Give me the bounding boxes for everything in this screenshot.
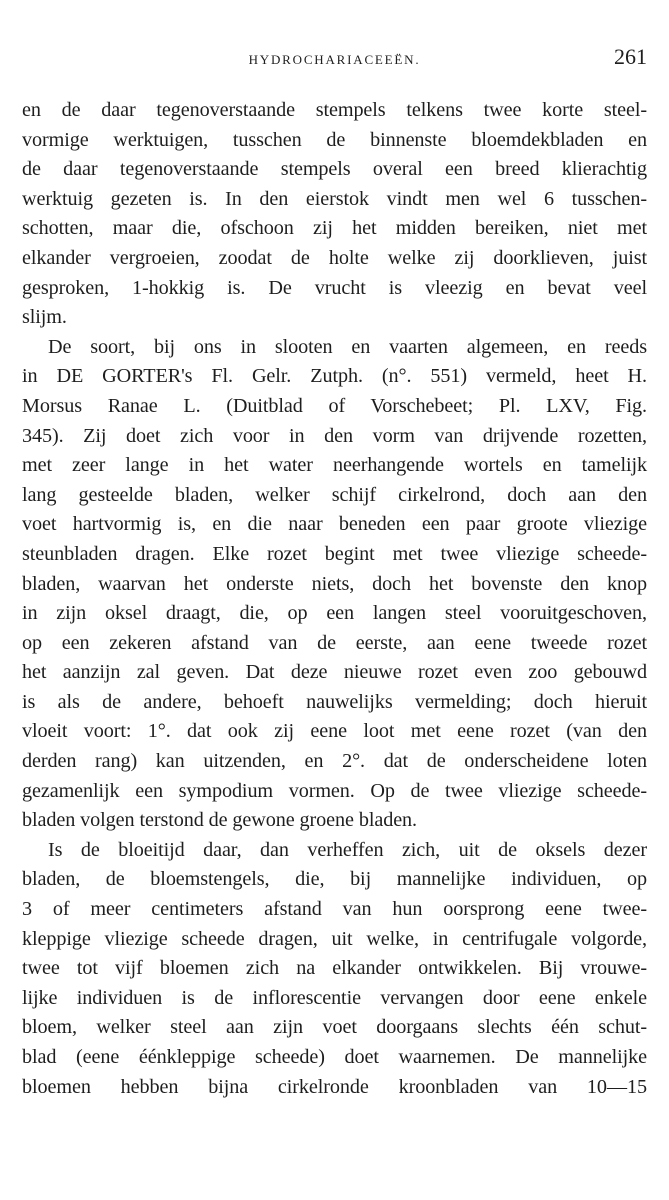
page-header [22,44,647,74]
text-line: elkander vergroeien, zoodat de holte welke zij doorklieven, juist [22,246,647,269]
text-line: bloem, welker steel aan zijn voet doorgaans slechts één schut- [22,1016,647,1039]
text-line: slijm. [22,306,67,329]
text-line: De soort, bij ons in slooten en vaarten algemeen, en reeds [48,335,647,358]
text-line: en de daar tegenoverstaande stempels telkens twee korte steel- [22,99,647,121]
text-line: blad (eene éénkleppige scheede) doet waarnemen. De mannelijke [22,1046,647,1068]
text-line: gesproken, 1-hokkig is. De vrucht is vleezig en bevat veel [22,276,647,299]
text-line: schotten, maar die, ofschoon zij het midden bereiken, niet met [22,217,647,240]
text-line: vormige werktuigen, tusschen de binnenste bloemdekbladen en [22,128,647,151]
text-line: bladen volgen terstond de gewone groene bladen. [22,809,417,832]
text-line: Morsus Ranae L. (Duitblad of Vorschebeet; Pl. LXV, Fig. [22,394,647,417]
text-line: twee tot vijf bloemen zich na elkander ontwikkelen. Bij vrouwe- [22,957,647,980]
text-line: voet hartvormig is, en die naar beneden een paar groote vliezige [22,513,647,536]
text-line: lang gesteelde bladen, welker schijf cirkelrond, doch aan den [22,483,647,506]
running-title: HYDROCHARIACEEËN. [248,52,421,67]
text-line: werktuig gezeten is. In den eierstok vindt men wel 6 tusschen- [22,187,647,210]
text-line: in zijn oksel draagt, die, op een langen steel vooruitgeschoven, [22,602,647,625]
text-line: gezamenlijk een sympodium vormen. Op de twee vliezige scheede- [22,779,647,802]
text-line: met zeer lange in het water neerhangende wortels en tamelijk [22,454,647,477]
text-line: vloeit voort: 1°. dat ook zij eene loot met eene rozet (van den [22,720,647,743]
text-line: in DE GORTER's Fl. Gelr. Zutph. (n°. 551) vermeld, heet H. [22,365,647,388]
page-number: 261 [614,44,647,69]
text-line: de daar tegenoverstaande stempels overal een breed klierachtig [22,158,647,181]
text-line: kleppige vliezige scheede dragen, uit welke, in centrifugale volgorde, [22,927,647,950]
text-line: derden rang) kan uitzenden, en 2°. dat de onderscheidene loten [22,750,647,773]
body-text [22,96,647,1102]
text-line: Is de bloeitijd daar, dan verheffen zich, uit de oksels dezer [48,838,647,861]
text-line: bladen, de bloemstengels, die, bij mannelijke individuen, op [22,868,647,891]
text-line: bladen, waarvan het onderste niets, doch het bovenste den knop [22,572,647,595]
text-line: lijke individuen is de inflorescentie vervangen door eene enkele [22,986,647,1009]
text-line: op een zekeren afstand van de eerste, aan eene tweede rozet [22,631,647,654]
text-line: 345). Zij doet zich voor in den vorm van drijvende rozetten, [22,424,647,447]
text-line: is als de andere, behoeft nauwelijks vermelding; doch hieruit [22,690,647,713]
text-line: steunbladen dragen. Elke rozet begint met twee vliezige scheede- [22,542,647,565]
text-line: 3 of meer centimeters afstand van hun oorsprong eene twee- [22,898,647,921]
text-line: bloemen hebben bijna cirkelronde kroonbladen van 10—15 [22,1075,647,1098]
text-line: het aanzijn zal geven. Dat deze nieuwe rozet even zoo gebouwd [22,661,647,684]
